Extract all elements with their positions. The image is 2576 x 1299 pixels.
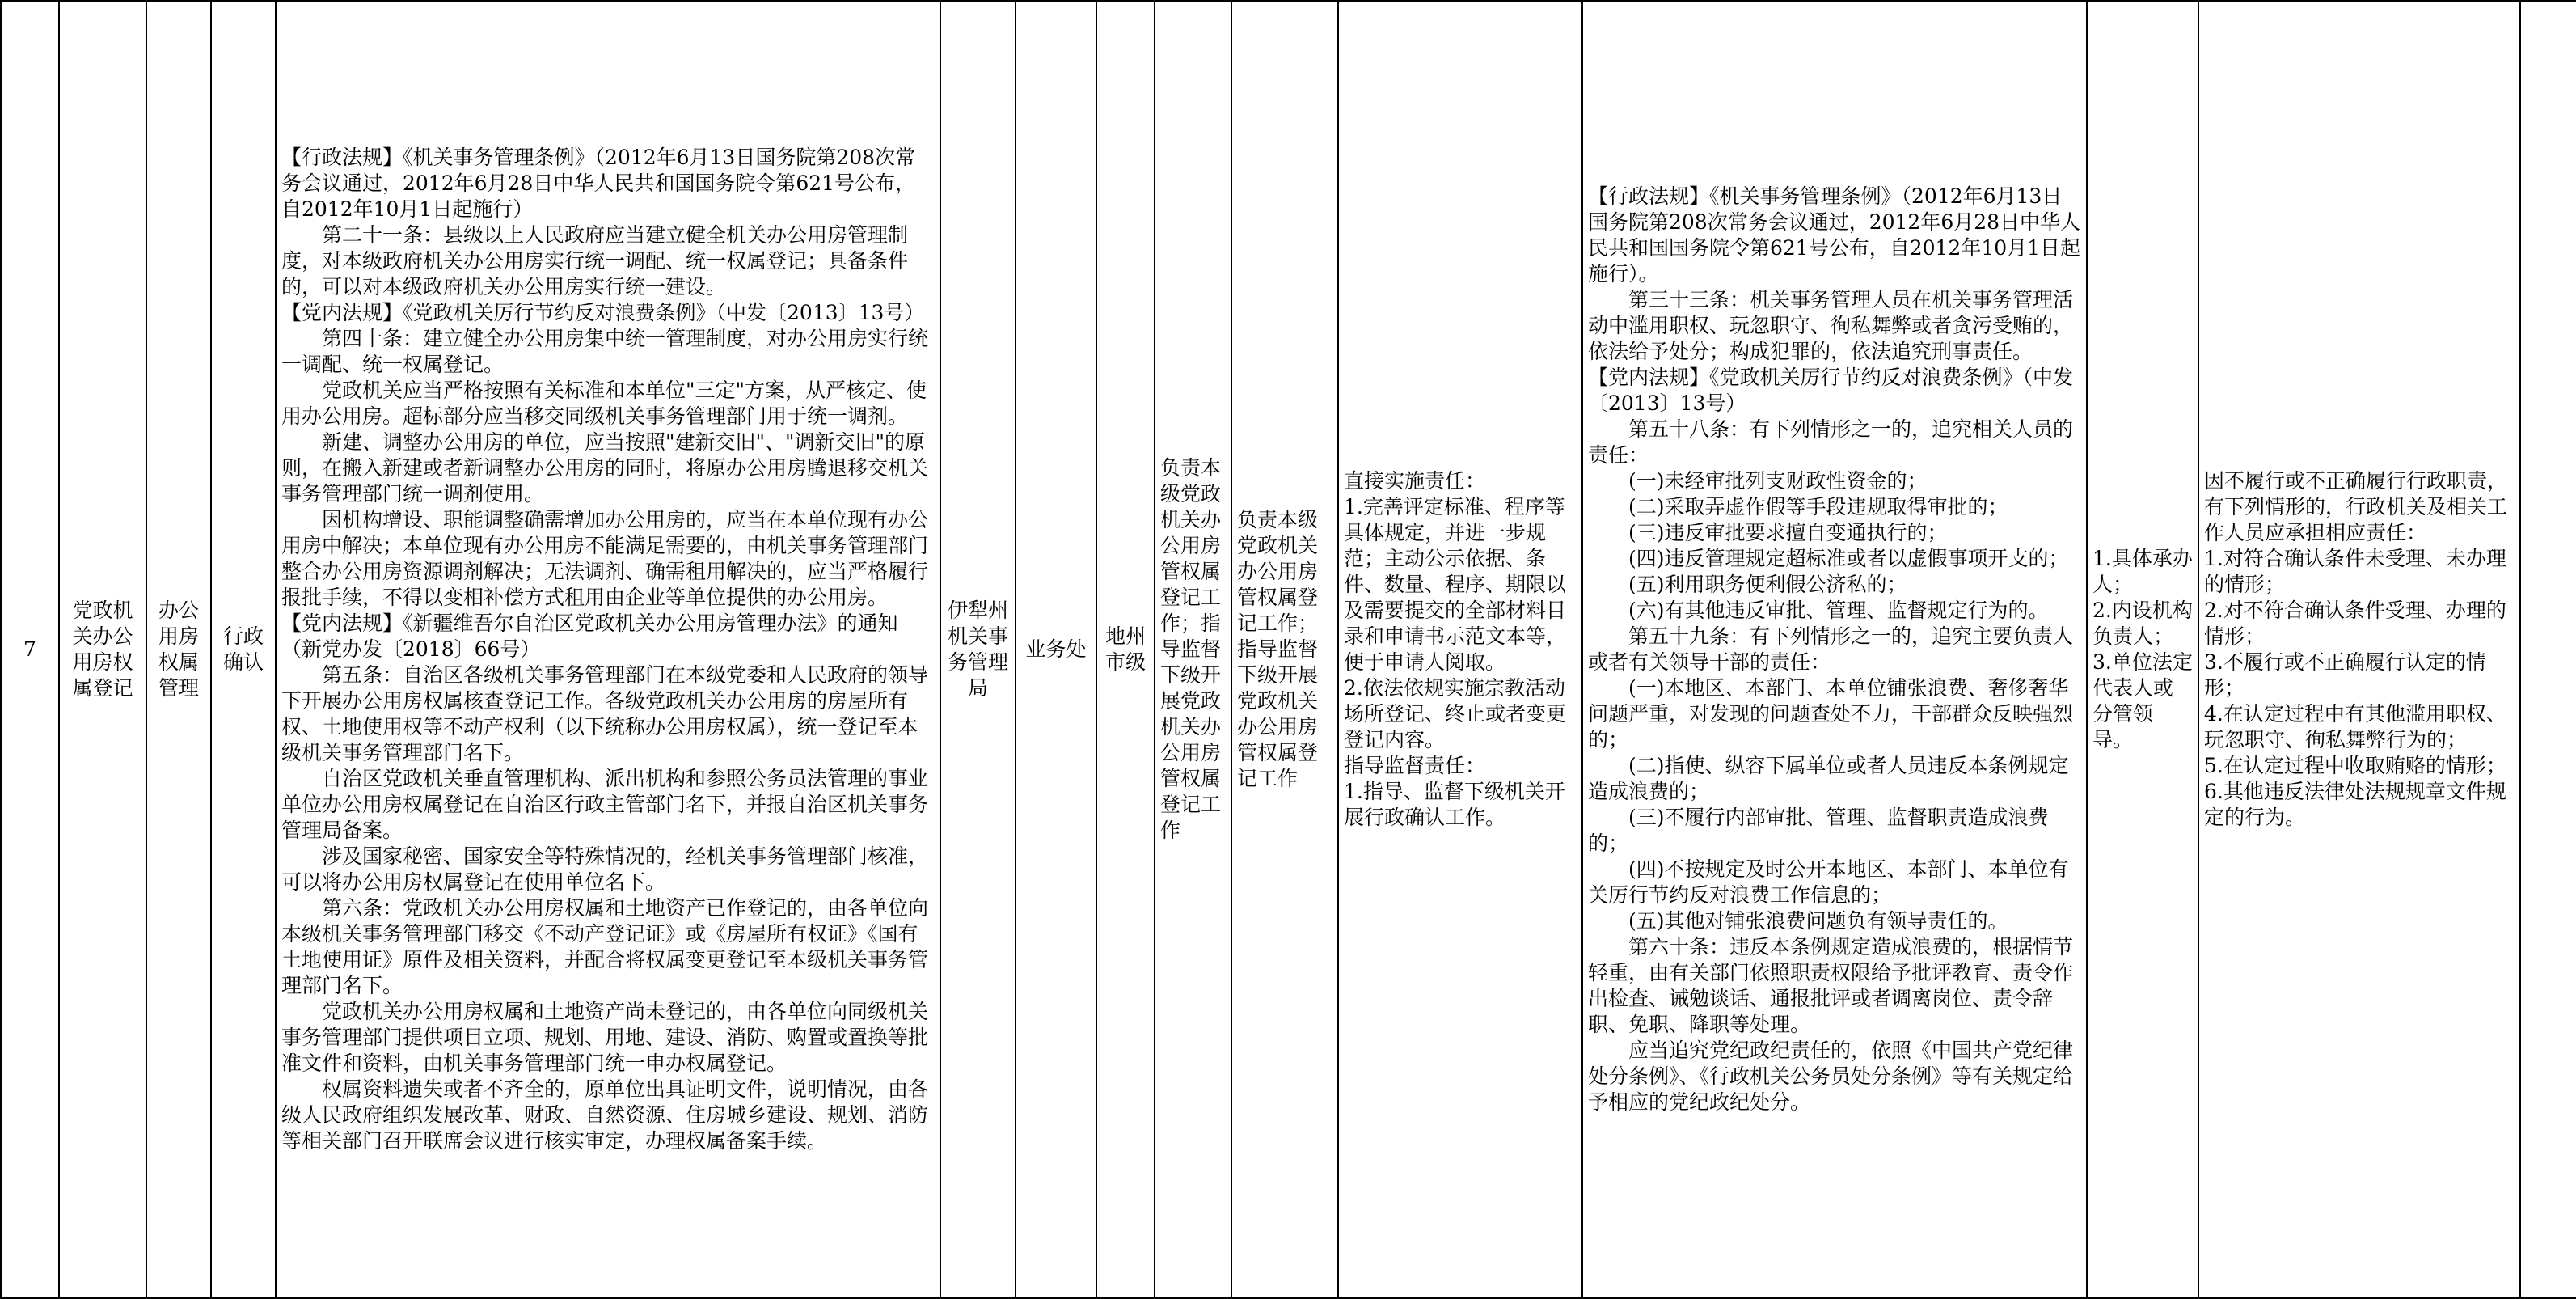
accountability-paragraph: (四)不按规定及时公开本地区、本部门、本单位有关厉行节约反对浪费工作信息的； bbox=[1588, 857, 2069, 907]
legal-basis-paragraph: 涉及国家秘密、国家安全等特殊情况的，经机关事务管理部门核准，可以将办公用房权属登记在使用单位名下。 bbox=[281, 844, 929, 894]
level-cell: 地州市级 bbox=[1096, 1, 1155, 1298]
item-name-cell: 党政机关办公用房权属登记 bbox=[59, 1, 146, 1298]
duties-cell bbox=[1338, 1, 1582, 1298]
legal-basis-paragraph: 自治区党政机关垂直管理机构、派出机构和参照公务员法管理的事业单位办公用房权属登记在自治区行政主管部门名下，并报自治区机关事务管理局备案。 bbox=[281, 767, 929, 842]
duty-line: 2.依法依规实施宗教活动场所登记、终止或者变更登记内容。 bbox=[1344, 676, 1567, 751]
legal-basis-paragraph: 党政机关办公用房权属和土地资产尚未登记的，由各单位向同级机关事务管理部门提供项目立项、规划、用地、建设、消防、购置或置换等批准文件和资料，由机关事务管理部门统一申办权属登记。 bbox=[281, 1000, 929, 1075]
responsible-person-line: 2.内设机构负责人； bbox=[2092, 599, 2193, 648]
duty-line: 直接实施责任： bbox=[1344, 469, 1486, 493]
responsible-persons-cell bbox=[2087, 1, 2198, 1298]
accountability-paragraph: (五)利用职务便利假公济私的； bbox=[1628, 573, 1907, 596]
accountability-paragraph: (六)有其他违反审批、管理、监督规定行为的。 bbox=[1628, 599, 2049, 622]
responsible-person-line: 1.具体承办人； bbox=[2092, 547, 2193, 596]
accountability-paragraph: (五)其他对铺张浪费问题负有领导责任的。 bbox=[1628, 909, 2008, 933]
duty-line: 指导监督责任： bbox=[1344, 754, 1486, 777]
legal-basis-paragraph: 第二十一条：县级以上人民政府应当建立健全机关办公用房管理制度，对本级政府机关办公用房实行统一调配、统一权属登记；具备条件的，可以对本级政府机关办公用房实行统一建设。 bbox=[281, 223, 909, 298]
legal-basis-paragraph: 【党内法规】《党政机关厉行节约反对浪费条例》（中发〔2013〕13号） bbox=[281, 301, 925, 324]
legal-basis-paragraph: 新建、调整办公用房的单位，应当按照"建新交旧"、"调新交旧"的原则，在搬入新建或者新调整办公用房的同时，将原办公用房腾退移交机关事务管理部门统一调剂使用。 bbox=[281, 430, 929, 506]
legal-basis-cell bbox=[276, 1, 940, 1298]
legal-basis-paragraph: 【党内法规】《新疆维吾尔自治区党政机关办公用房管理办法》的通知（新党办发〔2018〕66号） bbox=[281, 611, 898, 661]
liability-case-line: 2.对不符合确认条件受理、办理的情形； bbox=[2204, 599, 2506, 648]
table-row bbox=[1, 1, 2576, 1298]
accountability-paragraph: 应当追究党纪政纪责任的，依照《中国共产党纪律处分条例》、《行政机关公务员处分条例》等有关规定给予相应的党纪政纪处分。 bbox=[1588, 1039, 2074, 1114]
legal-basis-paragraph: 权属资料遗失或者不齐全的，原单位出具证明文件，说明情况，由各级人民政府组织发展改革、财政、自然资源、住房城乡建设、规划、消防等相关部门召开联席会议进行核实审定，办理权属备案手续。 bbox=[281, 1077, 929, 1153]
accountability-paragraph: (二)采取弄虚作假等手段违规取得审批的； bbox=[1628, 495, 2008, 518]
index-cell: 7 bbox=[1, 1, 59, 1298]
office-cell: 业务处 bbox=[1016, 1, 1096, 1298]
liability-case-line: 4.在认定过程中有其他滥用职权、玩忽职守、徇私舞弊行为的； bbox=[2204, 702, 2506, 751]
accountability-paragraph: (三)违反审批要求擅自变通执行的； bbox=[1628, 521, 1948, 544]
duty-line: 1.指导、监督下级机关开展行政确认工作。 bbox=[1344, 780, 1565, 829]
accountability-basis-cell bbox=[1582, 1, 2087, 1298]
legal-basis-paragraph: 第四十条：建立健全办公用房集中统一管理制度，对办公用房实行统一调配、统一权属登记。 bbox=[281, 327, 929, 376]
accountability-paragraph: 【党内法规】《党政机关厉行节约反对浪费条例》（中发〔2013〕13号） bbox=[1588, 366, 2074, 415]
duties-text bbox=[1344, 468, 1577, 831]
legal-basis-paragraph: 第五条：自治区各级机关事务管理部门在本级党委和人民政府的领导下开展办公用房权属核查登记工作。各级党政机关办公用房的房屋所有权、土地使用权等不动产权利（以下统称办公用房权属），统一登记至本级机关事务管理部门名下。 bbox=[281, 663, 929, 764]
accountability-paragraph: (一)本地区、本部门、本单位铺张浪费、奢侈奢华问题严重，对发现的问题查处不力，干部群众反映强烈的； bbox=[1588, 676, 2074, 751]
legal-basis-paragraph: 第六条：党政机关办公用房权属和土地资产已作登记的，由各单位向本级机关事务管理部门移交《不动产登记证》或《房屋所有权证》《国有土地使用证》原件及相关资料，并配合将权属变更登记至本级机关事务管理部门名下。 bbox=[281, 896, 929, 997]
category-cell: 行政确认 bbox=[211, 1, 276, 1298]
accountability-paragraph: 【行政法规】《机关事务管理条例》（2012年6月13日国务院第208次常务会议通过，2012年6月28日中华人民共和国国务院令第621号公布，自2012年10月1日起施行）。 bbox=[1588, 184, 2081, 286]
duty-line: 1.完善评定标准、程序等具体规定，并进一步规范；主动公示依据、条件、数量、程序、期限以及需要提交的全部材料目录和申请书示范文本等，便于申请人阅取。 bbox=[1344, 495, 1567, 674]
responsible-person-line: 3.单位法定代表人或分管领导。 bbox=[2092, 650, 2193, 751]
responsible-persons-text bbox=[2092, 546, 2193, 753]
liability-case-line: 3.不履行或不正确履行认定的情形； bbox=[2204, 650, 2486, 700]
liability-case-line: 1.对符合确认条件未受理、未办理的情形； bbox=[2204, 547, 2506, 596]
legal-basis-text bbox=[281, 145, 935, 1154]
liability-case-line: 5.在认定过程中收取贿赂的情形； bbox=[2204, 754, 2506, 777]
accountability-paragraph: (一)未经审批列支财政性资金的； bbox=[1628, 469, 1928, 493]
accountability-paragraph: (四)违反管理规定超标准或者以虚假事项开支的； bbox=[1628, 547, 2069, 570]
accountability-paragraph: 第五十八条：有下列情形之一的，追究相关人员的责任： bbox=[1588, 417, 2074, 467]
sub-item-cell: 办公用房权属管理 bbox=[146, 1, 211, 1298]
agency-cell: 伊犁州机关事务管理局 bbox=[940, 1, 1016, 1298]
accountability-paragraph: (二)指使、纵容下属单位或者人员违反本条例规定造成浪费的； bbox=[1588, 754, 2069, 803]
legal-basis-paragraph: 党政机关应当严格按照有关标准和本单位"三定"方案，从严核定、使用办公用房。超标部分应当移交同级机关事务管理部门用于统一调剂。 bbox=[281, 379, 927, 428]
responsibility-b-cell: 负责本级党政机关办公用房管权属登记工作；指导监督下级开展党政机关办公用房管权属登记工作 bbox=[1231, 1, 1338, 1298]
accountability-paragraph: 第三十三条：机关事务管理人员在机关事务管理活动中滥用职权、玩忽职守、徇私舞弊或者贪污受贿的，依法给予处分；构成犯罪的，依法追究刑事责任。 bbox=[1588, 288, 2074, 363]
liability-cases-cell bbox=[2198, 1, 2520, 1298]
legal-basis-paragraph: 【行政法规】《机关事务管理条例》（2012年6月13日国务院第208次常务会议通过，2012年6月28日中华人民共和国国务院令第621号公布，自2012年10月1日起施行） bbox=[281, 146, 916, 221]
liability-case-line: 因不履行或不正确履行行政职责，有下列情形的，行政机关及相关工作人员应承担相应责任： bbox=[2204, 469, 2508, 544]
accountability-paragraph: 第五十九条：有下列情形之一的，追究主要负责人或者有关领导干部的责任： bbox=[1588, 624, 2074, 674]
legal-basis-paragraph: 因机构增设、职能调整确需增加办公用房的，应当在本单位现有办公用房中解决；本单位现有办公用房不能满足需要的，由机关事务管理部门整合办公用房资源调剂解决；无法调剂、确需租用解决的，应当严格履行报批手续，不得以变相补偿方式租用由企业等单位提供的办公用房。 bbox=[281, 508, 929, 609]
accountability-basis-text bbox=[1588, 184, 2081, 1115]
liability-cases-text bbox=[2204, 468, 2515, 831]
remarks-cell bbox=[2520, 1, 2576, 1298]
responsibility-a-cell: 负责本级党政机关办公用房管权属登记工作；指导监督下级开展党政机关办公用房管权属登记工作 bbox=[1155, 1, 1231, 1298]
liability-case-line: 6.其他违反法律处法规规章文件规定的行为。 bbox=[2204, 780, 2506, 829]
accountability-paragraph: (三)不履行内部审批、管理、监督职责造成浪费的； bbox=[1588, 806, 2049, 855]
accountability-paragraph: 第六十条：违反本条例规定造成浪费的，根据情节轻重，由有关部门依照职责权限给予批评教育、责令作出检查、诫勉谈话、通报批评或者调离岗位、责令辞职、免职、降职等处理。 bbox=[1588, 935, 2074, 1036]
